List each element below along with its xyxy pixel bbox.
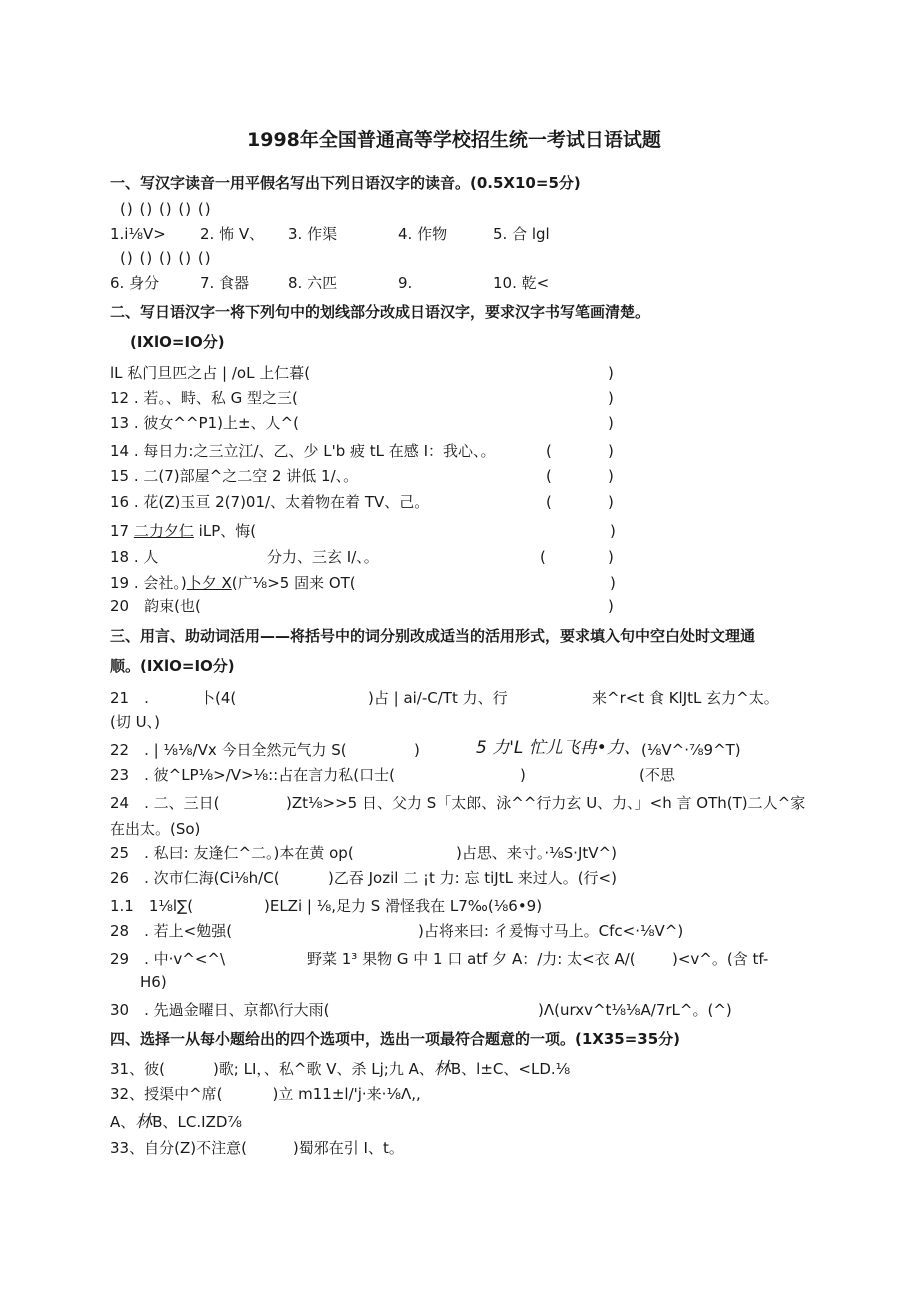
question-18-rest: 分力、三玄 I/、。 (267, 548, 379, 566)
question-29-part: )<v^。(含 tf- (672, 950, 769, 968)
question-21-hint: (切 U、) (110, 713, 160, 731)
question-27-part: )ELZi | ⅛,足力 S 滑怪我在 L7‰(⅛6•9) (264, 897, 543, 915)
question-20: 20 韵束(也( (110, 597, 201, 615)
question-21-part: 卜(4( (200, 689, 237, 707)
section-1-heading: 一、写汉字读音一用平假名写出下列日语汉字的读音。(0.5X10=5分) (110, 174, 581, 192)
question-21-part: 来^r<t 食 KlJtL 玄力^太。 (592, 689, 779, 707)
question-text: B、l±C、<LD.⅛ (450, 1060, 571, 1078)
question-13: 13 . 彼女^^P1)上±、人^( (110, 414, 299, 432)
question-17 (110, 521, 256, 541)
question-29-cont: H6) (140, 973, 167, 991)
close-paren: ) (414, 741, 420, 759)
open-paren: ( (546, 467, 552, 485)
option-label: A、 (110, 1113, 136, 1131)
question-24-cont: 在出太。(So) (110, 820, 201, 838)
question-item: 9. (398, 274, 413, 292)
open-paren: ( (546, 442, 552, 460)
question-text: )歌; LI，、私^歌 V、杀 Lj;九 A、 (212, 1060, 434, 1078)
question-28: 28 . 若上<勉强( (110, 922, 233, 940)
section-3-heading: 三、用言、助动词活用——将括号中的词分别改成适当的活用形式，要求填入句中空白处时文理通 (110, 627, 756, 645)
blank-row: () () () () () (120, 249, 212, 267)
underlined-phrase: 二力夕仁 (133, 522, 194, 540)
question-item: 4. 作物 (398, 225, 448, 243)
close-paren: ) (608, 548, 614, 566)
question-26: 26 . 次市仁海(Ci⅛h/C( (110, 869, 280, 887)
question-item: 10. 乾< (493, 274, 550, 292)
question-item: 2. 怖 V、 (200, 225, 265, 243)
question-19 (110, 573, 356, 593)
close-paren: ) (520, 766, 526, 784)
question-30: 30 . 先過金曜日、京都\行大雨( (110, 1001, 330, 1019)
question-12: 12 . 若。、畤、私 G 型之三( (110, 389, 298, 407)
question-11: lL 私门旦匹之占 | /oL 上仁暮( (110, 364, 311, 382)
question-33 (110, 1138, 404, 1158)
question-text: )立 m11±l/'j·来·⅛Λ,, (272, 1085, 421, 1103)
section-4-heading: 四、选择一从每小题给出的四个选项中，选出一项最符合题意的一项。(1X35=35分) (110, 1030, 681, 1048)
question-23-hint: (不思 (639, 766, 675, 784)
close-paren: ) (610, 522, 616, 540)
question-item: 8. 六匹 (288, 274, 338, 292)
question-27: 1.1 1⅛l∑( (110, 897, 194, 915)
question-22: 22 . | ⅛⅛/Vx 今日全然元气力 S( (110, 741, 347, 759)
question-22-hint: (⅛V^·⅞9^T) (641, 741, 741, 759)
question-text: 19 . 会社。) (110, 574, 187, 592)
question-item: 1.i⅛V> (110, 225, 166, 243)
question-item: 5. 合 lgl (493, 225, 550, 243)
question-26-part: )乙吞 Jozil 二 ¡t 力: 忘 tiJtL 来过人。(行<) (328, 869, 617, 887)
question-text: 33、自分(Z)不注意( (110, 1139, 247, 1157)
question-number: 17 (110, 522, 130, 540)
question-29-part: 野菜 1³ 果物 G 中 1 口 atf 夕 A：/力: 太<衣 A/( (307, 950, 636, 968)
question-31 (110, 1059, 570, 1079)
open-paren: ( (540, 548, 546, 566)
close-paren: ) (608, 414, 614, 432)
question-item: 7. 食器 (200, 274, 250, 292)
close-paren: ) (608, 467, 614, 485)
question-29: 29 . 中·v^<^\ (110, 950, 226, 968)
close-paren: ) (610, 574, 616, 592)
close-paren: ) (608, 493, 614, 511)
close-paren: ) (608, 364, 614, 382)
question-32-options (110, 1112, 242, 1132)
question-30-part: )Λ(urxv^t⅛⅛A/7rL^。(^) (538, 1001, 732, 1019)
question-text: (广⅛>5 固来 OT( (231, 574, 356, 592)
section-2-score: (IXlO=IO分) (130, 333, 225, 351)
question-text: )蜀邪在引 I、t。 (292, 1139, 404, 1157)
open-paren: ( (546, 493, 552, 511)
question-25: 25 . 私曰: 友逢仁^二。)本在黄 op( (110, 844, 354, 862)
question-16: 16 . 花(Z)玉亘 2(7)01/、太着物在着 TV、己。 (110, 493, 430, 511)
question-32 (110, 1084, 421, 1104)
question-22-part: 5 力'L 忙儿飞冉•力、 (476, 738, 641, 758)
page-title: 1998年全国普通高等学校招生统一考试日语试题 (247, 129, 661, 151)
question-18: 18 . 人 (110, 548, 159, 566)
question-text: 31、彼( (110, 1060, 165, 1078)
question-21: 21 . (110, 689, 149, 707)
section-3-heading-cont: 顺。(IXlO=IO分) (110, 657, 235, 675)
question-text: iLP、悔( (198, 522, 257, 540)
question-14: 14 . 每日力:之三立江/、乙、少 L'b 疲 tL 在感 I：我心、。 (110, 442, 496, 460)
option-a-text: 林 (135, 1112, 153, 1132)
question-item: 6. 身分 (110, 274, 160, 292)
close-paren: ) (608, 442, 614, 460)
close-paren: ) (608, 597, 614, 615)
question-24: 24 . 二、三日( (110, 794, 220, 812)
underlined-phrase: 卜夕 X (186, 574, 232, 592)
section-2-heading: 二、写日语汉字一将下列句中的划线部分改成日语汉字，要求汉字书写笔画清楚。 (110, 303, 651, 321)
question-25-part: )占思、来寸。·⅛S·JtV^) (456, 844, 617, 862)
blank-row: () () () () () (120, 200, 212, 218)
question-15: 15 . 二(7)部屋^之二空 2 讲低 1/、。 (110, 467, 359, 485)
close-paren: ) (608, 389, 614, 407)
option-a-text: 林 (433, 1059, 451, 1079)
question-24-part: )Zt⅛>>5 日、父力 S「太郎、泳^^行力玄 U、力、」<h 言 OTh(T)二人^家 (286, 794, 806, 812)
question-item: 3. 作渠 (288, 225, 338, 243)
question-21-part: )占 | ai/-C/Tt 力、行 (368, 689, 508, 707)
question-23: 23 . 彼^LP⅛>/V>⅛::占在言力私(口士( (110, 766, 395, 784)
question-text: 32、授渠中^席( (110, 1085, 223, 1103)
option-text: B、LC.IZD⅞ (152, 1113, 242, 1131)
question-28-part: )占将来曰: 彳爰悔寸马上。Cfc<·⅛V^) (418, 922, 684, 940)
